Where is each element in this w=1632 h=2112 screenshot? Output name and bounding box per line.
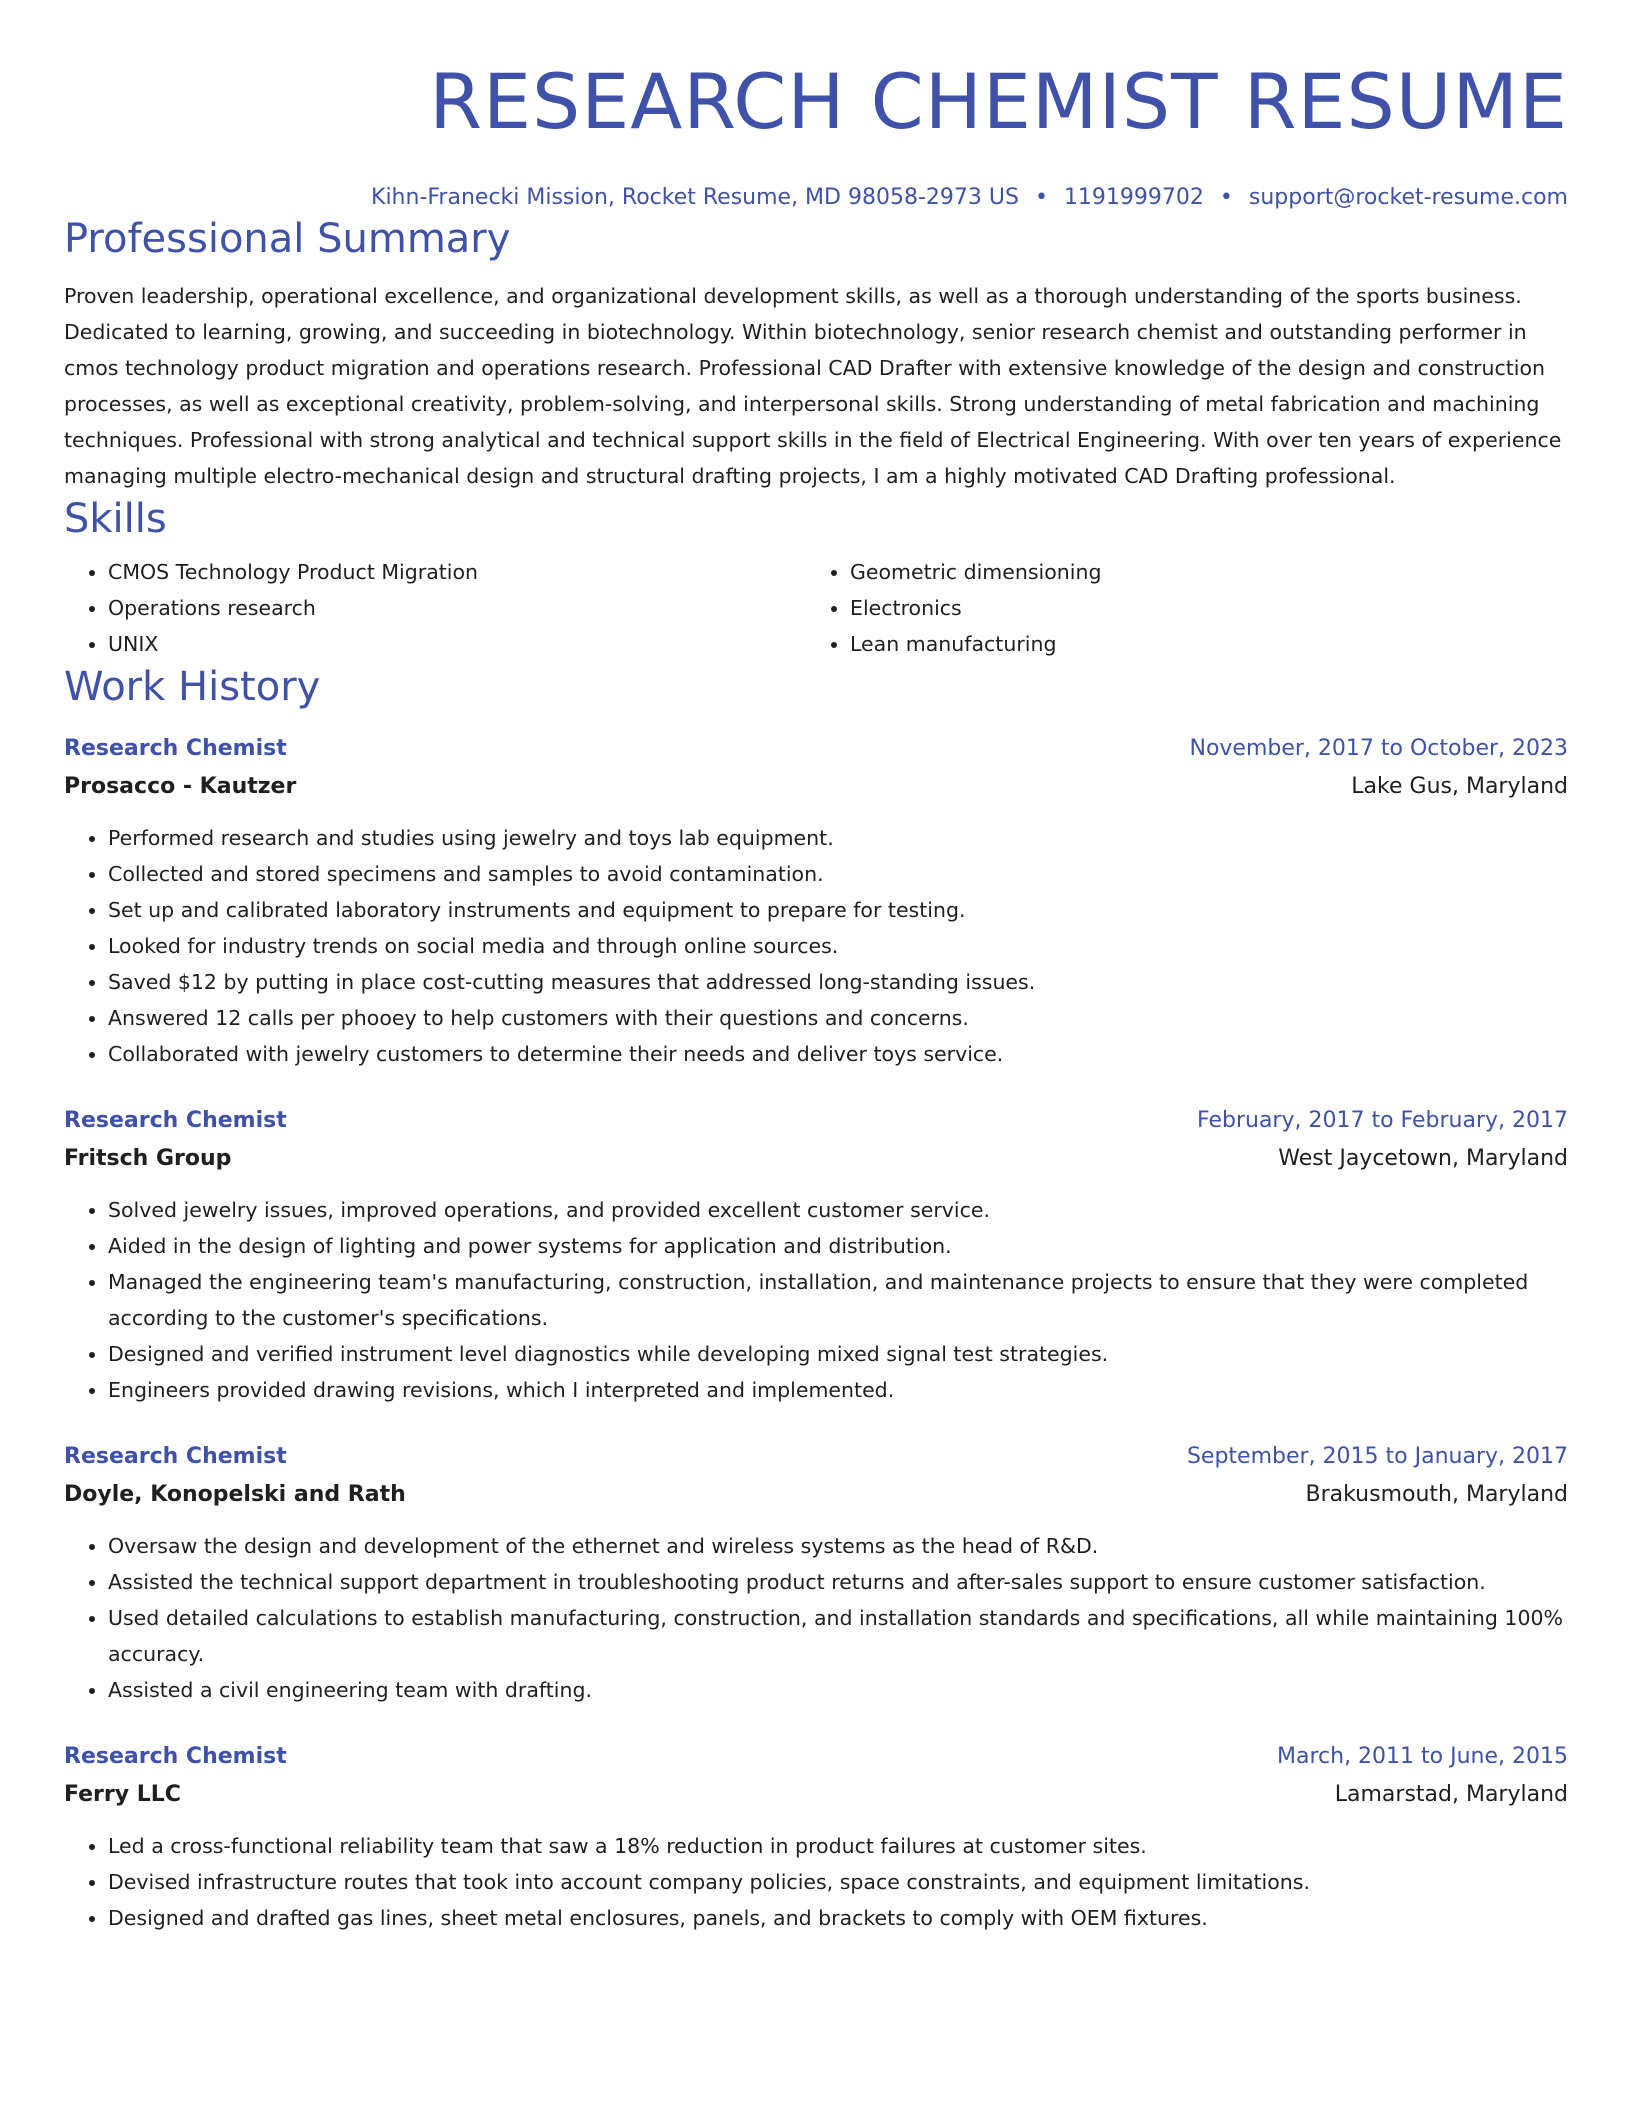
skill-item: • Electronics	[850, 590, 1548, 626]
job-dates: February, 2017 to February, 2017	[1197, 1108, 1568, 1133]
contact-address: Kihn-Franecki Mission, Rocket Resume, MD 98058-2973 US	[371, 185, 1019, 210]
job-dates: November, 2017 to October, 2023	[1189, 736, 1568, 761]
job-bullet: • Oversaw the design and development of the ethernet and wireless systems as the head of R&D.	[108, 1528, 1568, 1564]
job-company: Ferry LLC	[64, 1782, 181, 1807]
job-bullet: • Solved jewelry issues, improved operations, and provided excellent customer service.	[108, 1192, 1568, 1228]
contact-email: support@rocket-resume.com	[1248, 185, 1568, 210]
skills-grid	[64, 554, 1568, 662]
job-bullets	[64, 1192, 1568, 1408]
job-bullet: • Assisted the technical support department in troubleshooting product returns and after-sales support to ensure customer satisfaction.	[108, 1564, 1568, 1600]
job-bullets	[64, 1528, 1568, 1708]
job-bullet: • Used detailed calculations to establish manufacturing, construction, and installation standards and specifications, all while maintaining 100% accuracy.	[108, 1600, 1568, 1672]
skills-column-right	[806, 554, 1548, 662]
contact-phone: 1191999702	[1063, 185, 1204, 210]
job-location: Lamarstad, Maryland	[1334, 1782, 1568, 1807]
skill-item: • Lean manufacturing	[850, 626, 1548, 662]
job-bullet: • Performed research and studies using jewelry and toys lab equipment.	[108, 820, 1568, 856]
job-bullet: • Designed and drafted gas lines, sheet metal enclosures, panels, and brackets to comply with OEM fixtures.	[108, 1900, 1568, 1936]
job-bullet: • Led a cross-functional reliability team that saw a 18% reduction in product failures at customer sites.	[108, 1828, 1568, 1864]
job-location: Brakusmouth, Maryland	[1305, 1482, 1568, 1507]
skills-list-right	[806, 554, 1548, 662]
job-bullet: • Saved $12 by putting in place cost-cutting measures that addressed long-standing issues.	[108, 964, 1568, 1000]
summary-text: Proven leadership, operational excellence, and organizational development skills, as well as a thorough understanding of the sports business. Dedicated to learning, growing, and succeeding in biotechnology. Within biotechnology, senior research chemist and outstanding performer in cmos technology product migration and operations research. Professional CAD Drafter with extensive knowledge of the design and construction processes, as well as exceptional creativity, problem-solving, and interpersonal skills. Strong understanding of metal fabrication and machining techniques. Professional with strong analytical and technical support skills in the field of Electrical Engineering. With over ten years of experience managing multiple electro-mechanical design and structural drafting projects, I am a highly motivated CAD Drafting professional.	[64, 284, 1562, 488]
job-title-row	[64, 1738, 1568, 1776]
job-title-row	[64, 730, 1568, 768]
job-bullet: • Designed and verified instrument level diagnostics while developing mixed signal test strategies.	[108, 1336, 1568, 1372]
skills-list-left	[64, 554, 806, 662]
job-bullet: • Collected and stored specimens and samples to avoid contamination.	[108, 856, 1568, 892]
job-bullet: • Devised infrastructure routes that took into account company policies, space constraints, and equipment limitations.	[108, 1864, 1568, 1900]
job-bullet: • Engineers provided drawing revisions, which I interpreted and implemented.	[108, 1372, 1568, 1408]
skills-column-left	[64, 554, 806, 662]
job-company-row	[64, 768, 1568, 806]
job-dates: September, 2015 to January, 2017	[1186, 1444, 1568, 1469]
job-bullet: • Aided in the design of lighting and power systems for application and distribution.	[108, 1228, 1568, 1264]
job-bullet: • Answered 12 calls per phooey to help customers with their questions and concerns.	[108, 1000, 1568, 1036]
job-entry	[64, 730, 1568, 1072]
contact-line	[64, 182, 1568, 214]
job-company-row	[64, 1140, 1568, 1178]
skill-item: • UNIX	[108, 626, 806, 662]
job-entry	[64, 1738, 1568, 1936]
job-location: West Jaycetown, Maryland	[1278, 1146, 1568, 1171]
skill-item: • Geometric dimensioning	[850, 554, 1548, 590]
work-history-heading: Work History	[64, 664, 321, 710]
job-bullet: • Collaborated with jewelry customers to determine their needs and deliver toys service.	[108, 1036, 1568, 1072]
job-bullet: • Looked for industry trends on social media and through online sources.	[108, 928, 1568, 964]
job-role: Research Chemist	[64, 736, 287, 761]
work-history-section	[64, 662, 1568, 1936]
job-company: Fritsch Group	[64, 1146, 232, 1171]
resume-title: RESEARCH CHEMIST RESUME	[429, 57, 1568, 146]
job-role: Research Chemist	[64, 1444, 287, 1469]
job-role: Research Chemist	[64, 1744, 287, 1769]
job-dates: March, 2011 to June, 2015	[1277, 1744, 1568, 1769]
job-bullet: • Assisted a civil engineering team with drafting.	[108, 1672, 1568, 1708]
job-title-row	[64, 1102, 1568, 1140]
job-company: Doyle, Konopelski and Rath	[64, 1482, 406, 1507]
job-bullets	[64, 820, 1568, 1072]
skills-section	[64, 494, 1568, 662]
job-bullets	[64, 1828, 1568, 1936]
job-entry	[64, 1438, 1568, 1708]
job-company-row	[64, 1476, 1568, 1514]
summary-heading: Professional Summary	[64, 216, 511, 262]
professional-summary-section	[64, 214, 1568, 494]
contact-separator: •	[1034, 185, 1048, 210]
contact-separator: •	[1219, 185, 1233, 210]
job-title-row	[64, 1438, 1568, 1476]
skill-item: • Operations research	[108, 590, 806, 626]
job-company: Prosacco - Kautzer	[64, 774, 297, 799]
resume-header	[64, 52, 1568, 214]
job-location: Lake Gus, Maryland	[1351, 774, 1568, 799]
job-company-row	[64, 1776, 1568, 1814]
job-bullet: • Set up and calibrated laboratory instruments and equipment to prepare for testing.	[108, 892, 1568, 928]
skills-heading: Skills	[64, 496, 167, 542]
job-bullet: • Managed the engineering team's manufacturing, construction, installation, and maintenance projects to ensure that they were completed according to the customer's specifications.	[108, 1264, 1568, 1336]
skill-item: • CMOS Technology Product Migration	[108, 554, 806, 590]
job-role: Research Chemist	[64, 1108, 287, 1133]
job-entry	[64, 1102, 1568, 1408]
